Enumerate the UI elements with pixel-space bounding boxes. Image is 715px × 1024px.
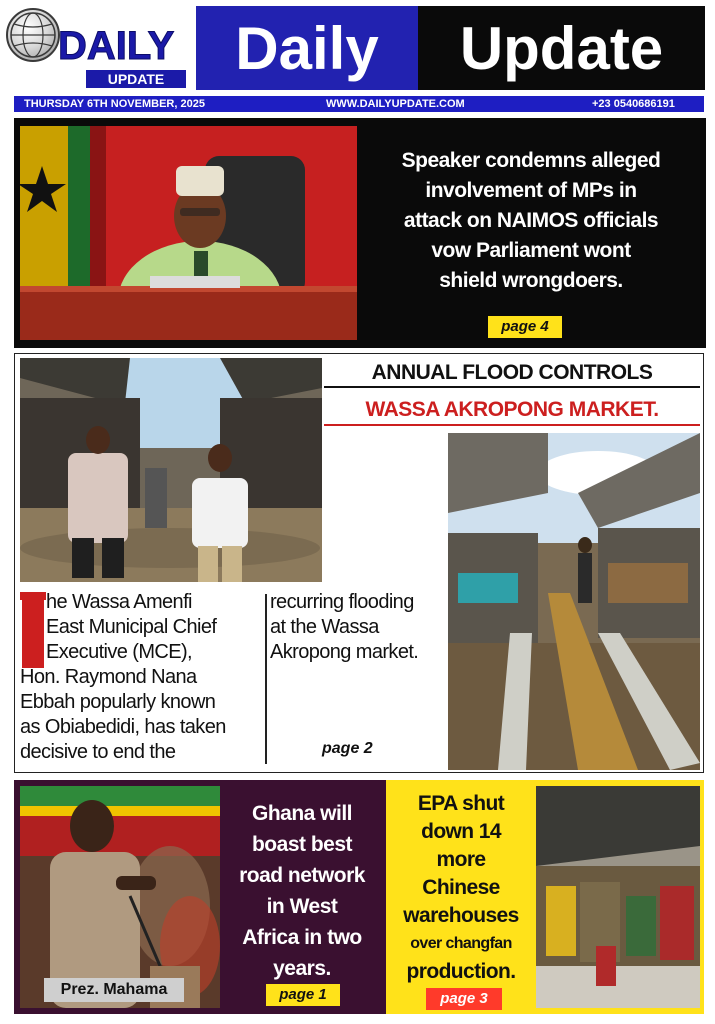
- article-column-2: [270, 590, 448, 665]
- section-kicker: ANNUAL FLOOD CONTROLS: [324, 360, 700, 388]
- roads-headline-line: in West: [266, 895, 338, 918]
- issue-date: THURSDAY 6TH NOVEMBER, 2025: [24, 98, 205, 110]
- warehouse-photo[interactable]: [536, 786, 700, 1008]
- epa-headline-line: EPA shut: [417, 792, 505, 815]
- speaker-photo[interactable]: [20, 126, 357, 340]
- roads-headline-line: years.: [273, 957, 331, 980]
- epa-headline-line: production.: [406, 960, 516, 983]
- article-line: as Obiabedidi, has taken: [20, 716, 226, 738]
- title-update: Update: [459, 15, 664, 82]
- roads-headline-line: Africa in two: [242, 926, 362, 949]
- roads-headline[interactable]: [220, 798, 384, 984]
- roads-headline-line: road network: [239, 864, 365, 887]
- roads-headline-line: boast best: [251, 833, 353, 856]
- logo-wordmark: DAILY: [58, 24, 175, 68]
- lead-headline-line: attack on NAIMOS officials: [403, 209, 659, 232]
- website-link[interactable]: WWW.DAILYUPDATE.COM: [326, 98, 465, 110]
- epa-headline-line: over changfan: [410, 935, 512, 952]
- article-line: Hon. Raymond Nana: [20, 666, 197, 688]
- market-drain-photo[interactable]: [448, 433, 700, 770]
- epa-headline[interactable]: [386, 790, 536, 986]
- title-daily: Daily: [235, 15, 379, 82]
- epa-headline-line: warehouses: [403, 904, 519, 927]
- market-visit-photo[interactable]: [20, 358, 322, 582]
- president-photo[interactable]: [20, 786, 220, 1008]
- roads-headline-line: Ghana will: [251, 802, 353, 825]
- lead-headline-line: vow Parliament wont: [431, 239, 631, 262]
- article-line: decisive to end the: [20, 741, 176, 763]
- epa-headline-line: Chinese: [422, 876, 500, 899]
- globe-icon: [6, 8, 60, 62]
- photo-caption: Prez. Mahama: [44, 978, 184, 1002]
- article-line: East Municipal Chief: [46, 616, 217, 638]
- lead-headline-line: Speaker condemns alleged: [401, 149, 661, 172]
- page-ref-label[interactable]: page 2: [322, 740, 373, 757]
- article-line: Ebbah popularly known: [20, 691, 216, 713]
- page-ref-badge[interactable]: page 3: [426, 988, 502, 1010]
- lead-headline-line: involvement of MPs in: [425, 179, 637, 202]
- article-line: Executive (MCE),: [46, 641, 192, 663]
- phone-number: +23 0540686191: [592, 98, 675, 110]
- lead-headline-line: shield wrongdoers.: [439, 269, 623, 292]
- article-line: recurring flooding: [270, 591, 414, 613]
- market-headline[interactable]: WASSA AKROPONG MARKET.: [324, 396, 700, 426]
- page-ref-badge[interactable]: page 4: [488, 316, 562, 338]
- lead-headline[interactable]: [358, 146, 704, 296]
- column-divider: [265, 594, 267, 764]
- logo-subtitle: UPDATE: [86, 70, 186, 88]
- epa-headline-line: down 14: [421, 820, 501, 843]
- article-line: at the Wassa: [270, 616, 379, 638]
- page-ref-badge[interactable]: page 1: [266, 984, 340, 1006]
- article-line: Akropong market.: [270, 641, 419, 663]
- dateline-bar: [14, 96, 704, 112]
- article-column-1: [20, 590, 264, 765]
- article-line: he Wassa Amenfi: [46, 591, 192, 613]
- epa-headline-line: more: [436, 848, 486, 871]
